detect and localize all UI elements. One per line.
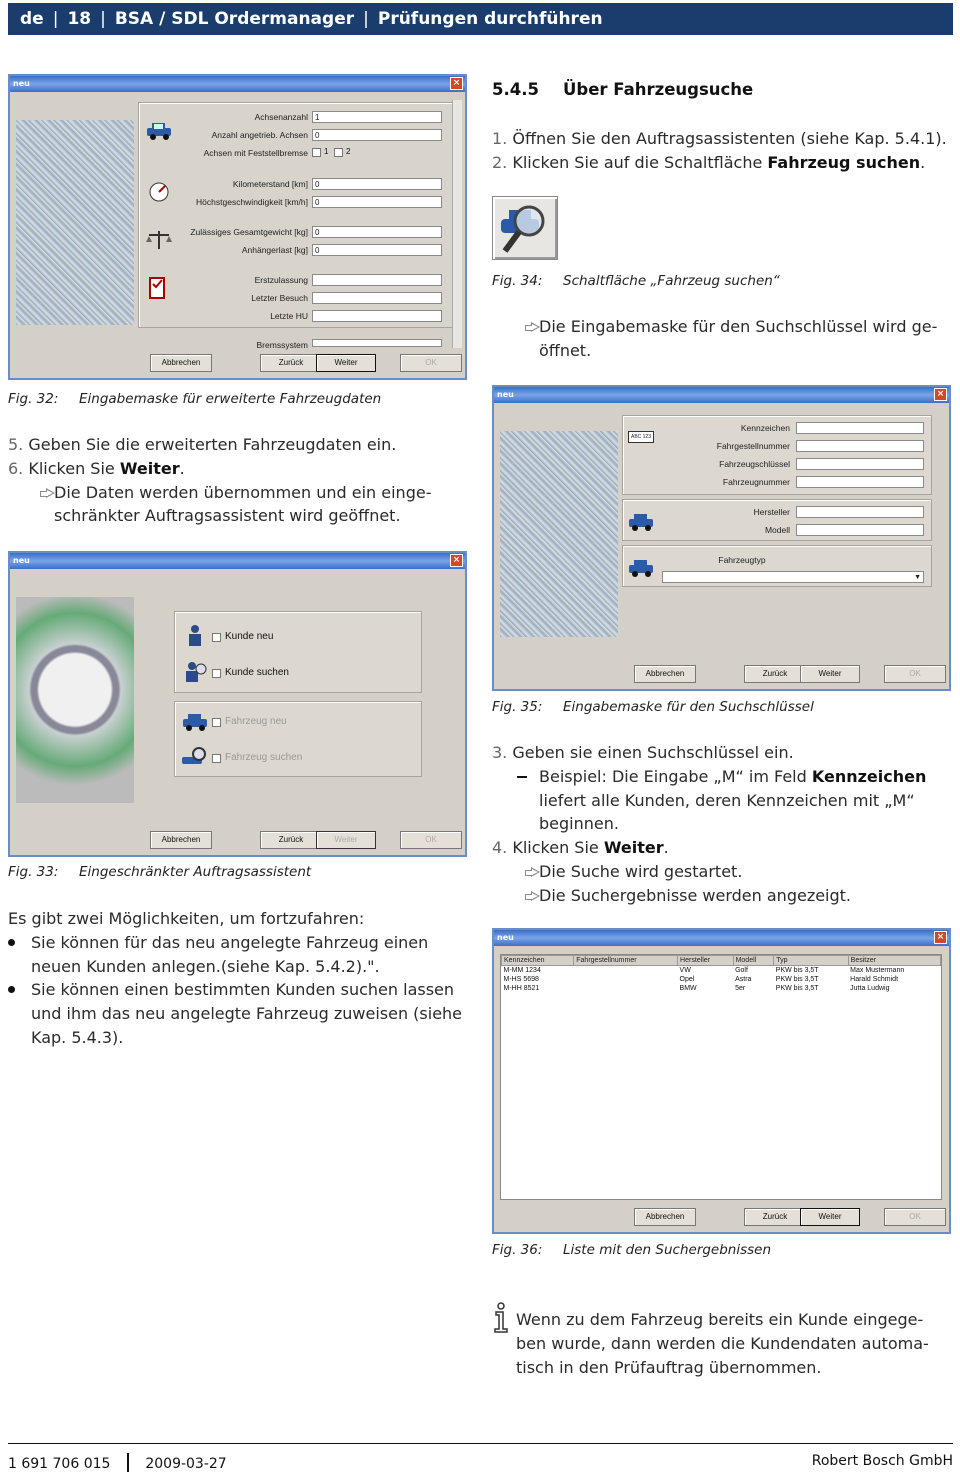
bullet-icon	[8, 986, 15, 993]
fahrzeug-neu-label: Fahrzeug neu	[225, 716, 287, 727]
table-row[interactable]	[502, 984, 941, 993]
step-4-result-2-text: Die Suchergebnisse werden angezeigt.	[539, 885, 852, 905]
continue-bullet-1	[8, 931, 478, 979]
fig33-caption-label: Fig. 33:	[8, 864, 59, 880]
fig32-caption	[8, 390, 381, 408]
step-6	[8, 457, 468, 481]
footer-divider	[127, 1453, 129, 1472]
fig35-label-typ: Fahrzeugtyp	[718, 555, 766, 565]
vehicle-search-button[interactable]	[492, 196, 558, 260]
close-icon[interactable]: ×	[934, 388, 947, 401]
kunde-suchen-label: Kunde suchen	[225, 667, 289, 678]
step-4-result-2	[492, 884, 957, 908]
fig35-back-button[interactable]: Zurück	[744, 665, 806, 683]
fig32-ok-button[interactable]: OK	[400, 354, 462, 372]
note-line2: ben wurde, dann werden die Kundendaten automa-	[516, 1333, 929, 1353]
result-arrow-icon	[46, 488, 55, 498]
letzte-hu-input[interactable]	[312, 310, 442, 322]
fig35-label-modell: Modell	[764, 525, 790, 535]
kunde-suchen-checkbox[interactable]	[212, 669, 221, 678]
section-title: Über Fahrzeugsuche	[562, 80, 754, 99]
fig35-ok-button[interactable]: OK	[884, 665, 946, 683]
header-page: 18	[67, 9, 92, 29]
fig35-title: neu	[497, 390, 514, 399]
fig32-label-erst: Erstzulassung	[254, 275, 308, 285]
result-arrow-icon	[531, 867, 540, 877]
step-4-pre: Klicken Sie	[512, 838, 604, 858]
step-2	[492, 151, 957, 175]
table-cell	[574, 984, 678, 993]
fig33-window	[8, 551, 467, 857]
fig32-label-achsenanzahl: Achsenanzahl	[254, 112, 308, 122]
fig34-caption-text: Schaltfläche „Fahrzeug suchen“	[563, 273, 780, 289]
feststell-1-label: 1	[324, 147, 329, 156]
fig32-title: neu	[13, 79, 30, 88]
fig36-next-button[interactable]: Weiter	[800, 1208, 860, 1226]
dash-icon	[517, 776, 527, 778]
fig32-label-angetrieben: Anzahl angetrieb. Achsen	[211, 130, 308, 140]
step-6-result-line1: Die Daten werden übernommen und ein einge-	[54, 482, 432, 502]
fig33-titlebar	[10, 553, 465, 569]
fahrzeug-suchen-label: Fahrzeug suchen	[225, 752, 303, 763]
step-6-pre: Klicken Sie	[28, 458, 120, 478]
clipboard-illustration	[16, 120, 134, 325]
step-2-pre: Klicken Sie auf die Schaltfläche	[512, 152, 768, 172]
fig35-caption-text: Eingabemaske für den Suchschlüssel	[563, 699, 814, 715]
table-cell	[574, 975, 678, 984]
table-cell: 5er	[735, 984, 746, 992]
fig35-titlebar	[494, 387, 949, 403]
bullet-2-line3: Kap. 5.4.3).	[31, 1027, 124, 1047]
step-4-post: .	[663, 838, 669, 858]
achsenanzahl-input[interactable]: 1	[312, 111, 442, 123]
car-icon	[626, 509, 656, 533]
fig32-label-vmax: Höchstgeschwindigkeit [km/h]	[196, 197, 308, 207]
fig35-label-fgnr: Fahrgestellnummer	[716, 441, 790, 451]
results-header-row	[502, 956, 941, 966]
step-6-bold: Weiter	[119, 458, 180, 478]
fig32-window	[8, 74, 467, 380]
fig33-back-button[interactable]: Zurück	[260, 831, 322, 849]
steps-5-6	[8, 433, 468, 528]
fig32-label-besuch: Letzter Besuch	[251, 293, 308, 303]
feststell-1-checkbox[interactable]	[312, 148, 321, 157]
fig33-caption	[8, 863, 311, 881]
fig32-label-brems: Bremssystem	[256, 340, 308, 350]
page-footer	[8, 1453, 953, 1472]
customer-panel	[174, 611, 422, 693]
fig34-caption	[492, 272, 780, 290]
step-4-bold: Weiter	[603, 838, 664, 858]
car-icon	[626, 555, 656, 579]
fig36-title: neu	[497, 933, 514, 942]
table-cell: M-HH 8521	[503, 984, 540, 992]
fig35-next-button[interactable]: Weiter	[800, 665, 860, 683]
page-header: de | 18 | BSA / SDL Ordermanager | Prüfungen durchführen	[8, 3, 953, 35]
step-6-number: 6.	[8, 458, 24, 478]
step-1-number: 1.	[492, 129, 508, 148]
results-body	[502, 966, 941, 993]
fig34-result	[492, 315, 957, 363]
fig36-window	[492, 928, 951, 1234]
table-cell: Jutta Ludwig	[850, 984, 890, 992]
continue-options	[8, 907, 478, 1050]
fig32-label-gesamt: Zulässiges Gesamtgewicht [kg]	[190, 227, 308, 237]
section-number: 5.4.5	[492, 80, 539, 99]
fig35-label-schluessel: Fahrzeugschlüssel	[719, 459, 790, 469]
fig33-next-button[interactable]: Weiter	[316, 831, 376, 849]
info-note	[516, 1308, 956, 1379]
erstzulassung-input[interactable]	[312, 274, 442, 286]
anhaenger-input[interactable]: 0	[312, 244, 442, 256]
notebook-illustration	[16, 597, 134, 803]
fahrzeugnummer-input[interactable]	[796, 476, 924, 488]
step-6-result	[8, 481, 468, 529]
column-header[interactable]: Kennzeichen	[502, 956, 574, 966]
fig34-caption-label: Fig. 34:	[492, 273, 543, 289]
table-cell: Max Mustermann	[850, 966, 905, 974]
step-4-result-1-text: Die Suche wird gestartet.	[539, 861, 743, 881]
table-cell: Opel	[679, 975, 695, 983]
table-cell: PKW bis 3,5T	[775, 984, 819, 992]
step-5	[8, 433, 468, 457]
fig35-caption	[492, 698, 814, 716]
column-header[interactable]: Besitzer	[848, 956, 940, 966]
column-header[interactable]: Hersteller	[678, 956, 734, 966]
note-line3: tisch in den Prüfauftrag übernommen.	[516, 1357, 822, 1377]
footer-company: Robert Bosch GmbH	[811, 1453, 953, 1469]
car-search-icon	[180, 745, 210, 769]
step-3-example	[492, 765, 957, 836]
vehicle-panel	[174, 701, 422, 777]
fig32-label-anhaenger: Anhängerlast [kg]	[241, 245, 308, 255]
car-icon	[180, 709, 210, 733]
feststell-2-label: 2	[346, 147, 351, 156]
fig34-result-line1: Die Eingabemaske für den Suchschlüssel wird ge-	[539, 317, 938, 336]
fahrzeugtyp-select[interactable]	[662, 571, 924, 583]
example-line2: liefert alle Kunden, deren Kennzeichen mit „M“	[539, 790, 915, 810]
step-4	[492, 836, 957, 860]
footer-date: 2009-03-27	[145, 1456, 227, 1472]
fahrzeug-neu-checkbox[interactable]	[212, 718, 221, 727]
close-icon[interactable]: ×	[934, 931, 947, 944]
table-cell: PKW bis 3,5T	[775, 966, 819, 974]
fig32-label-km: Kilometerstand [km]	[232, 179, 308, 189]
example-bold: Kennzeichen	[811, 766, 927, 786]
step-4-number: 4.	[492, 838, 508, 858]
step-2-number: 2.	[492, 152, 508, 172]
header-chapter: Prüfungen durchführen	[377, 9, 603, 29]
kennzeichen-input[interactable]	[796, 422, 924, 434]
fig32-label-hu: Letzte HU	[270, 311, 308, 321]
fig33-ok-button[interactable]: OK	[400, 831, 462, 849]
bullet-2-line1: Sie können einen bestimmten Kunden suchen lassen	[31, 980, 455, 1000]
table-cell: M-HS 5698	[503, 975, 539, 983]
fig36-caption-label: Fig. 36:	[492, 1242, 543, 1258]
close-icon[interactable]: ×	[450, 554, 463, 567]
note-line1: Wenn zu dem Fahrzeug bereits ein Kunde eingege-	[516, 1310, 924, 1329]
fig35-label-hersteller: Hersteller	[753, 507, 790, 517]
result-arrow-icon	[531, 322, 540, 332]
steps-3-4	[492, 741, 957, 908]
fig36-caption	[492, 1241, 771, 1259]
fig36-cancel-button[interactable]: Abbrechen	[634, 1208, 696, 1226]
step-1-text: Öffnen Sie den Auftragsassistenten (siehe Kap. 5.4.1).	[512, 129, 947, 148]
fig32-caption-label: Fig. 32:	[8, 391, 59, 407]
step-5-number: 5.	[8, 435, 24, 454]
km-input[interactable]: 0	[312, 178, 442, 190]
footer-rule	[8, 1443, 953, 1444]
fahrzeug-suchen-checkbox[interactable]	[212, 754, 221, 763]
example-pre: Beispiel: Die Eingabe „M“ im Feld	[539, 766, 812, 786]
fig36-titlebar	[494, 930, 949, 946]
table-cell: Astra	[735, 975, 752, 983]
fahrzeugschluessel-input[interactable]	[796, 458, 924, 470]
fig36-caption-text: Liste mit den Suchergebnissen	[563, 1242, 772, 1258]
fig35-cancel-button[interactable]: Abbrechen	[634, 665, 696, 683]
column-header[interactable]: Fahrgestellnummer	[574, 956, 678, 966]
steps-1-2	[492, 127, 957, 175]
table-cell: Golf	[735, 966, 748, 974]
feststell-2-checkbox[interactable]	[334, 148, 343, 157]
header-lang: de	[20, 9, 44, 29]
fig32-next-button[interactable]: Weiter	[316, 354, 376, 372]
fig32-titlebar	[10, 76, 465, 92]
step-3	[492, 741, 957, 765]
scrollbar[interactable]	[452, 100, 462, 348]
table-cell: Harald Schmidt	[850, 975, 899, 983]
step-3-number: 3.	[492, 743, 508, 762]
table-cell: VW	[679, 966, 691, 974]
step-6-post: .	[179, 458, 185, 478]
fig33-title: neu	[13, 556, 30, 565]
person-search-icon	[180, 659, 210, 683]
bremssystem-select[interactable]	[312, 339, 442, 347]
continue-intro: Es gibt zwei Möglichkeiten, um fortzufahren:	[8, 909, 365, 928]
hersteller-input[interactable]	[796, 506, 924, 518]
bullet-2-line2: und ihm das neu angelegte Fahrzeug zuweisen (siehe	[31, 1004, 463, 1024]
section-heading	[492, 80, 753, 99]
fig32-back-button[interactable]: Zurück	[260, 354, 322, 372]
clipboard-illustration	[500, 431, 618, 637]
step-2-bold: Fahrzeug suchen	[767, 152, 921, 172]
fig36-back-button[interactable]: Zurück	[744, 1208, 806, 1226]
result-arrow-icon	[531, 891, 540, 901]
kunde-neu-label: Kunde neu	[225, 631, 274, 642]
table-cell: BMW	[679, 984, 697, 992]
step-3-text: Geben sie einen Suchschlüssel ein.	[512, 743, 794, 762]
fig35-label-nummer: Fahrzeugnummer	[722, 477, 790, 487]
license-plate-icon: ABC 123	[628, 431, 654, 443]
person-icon	[180, 623, 210, 647]
vmax-input[interactable]: 0	[312, 196, 442, 208]
fig32-caption-text: Eingabemaske für erweiterte Fahrzeugdaten	[79, 391, 382, 407]
angetrieben-input[interactable]: 0	[312, 129, 442, 141]
fig36-ok-button[interactable]: OK	[884, 1208, 946, 1226]
fig33-cancel-button[interactable]: Abbrechen	[150, 831, 212, 849]
fig34-result-line2: öffnet.	[539, 340, 592, 360]
fig32-cancel-button[interactable]: Abbrechen	[150, 354, 212, 372]
bullet-1-line2: neuen Kunden anlegen.(siehe Kap. 5.4.2).".	[31, 956, 380, 976]
table-cell	[574, 966, 678, 975]
column-header[interactable]: Typ	[774, 956, 848, 966]
magnifier-car-icon	[493, 197, 557, 259]
step-1	[492, 127, 957, 151]
fig35-caption-label: Fig. 35:	[492, 699, 543, 715]
table-cell: PKW bis 3,5T	[775, 975, 819, 983]
kunde-neu-checkbox[interactable]	[212, 633, 221, 642]
step-6-result-line2: schränkter Auftragsassistent wird geöffnet.	[54, 506, 401, 526]
fig35-window	[492, 385, 951, 691]
chevron-down-icon[interactable]: ▼	[914, 574, 921, 581]
fig35-label-kennzeichen: Kennzeichen	[740, 423, 790, 433]
results-table	[500, 954, 942, 1200]
step-4-result-1	[492, 860, 957, 884]
table-row[interactable]	[502, 975, 941, 984]
header-product: BSA / SDL Ordermanager	[114, 9, 355, 29]
footer-docnum: 1 691 706 015	[8, 1456, 111, 1472]
fig32-label-feststell: Achsen mit Feststellbremse	[203, 148, 308, 158]
step-2-post: .	[920, 152, 926, 172]
column-header[interactable]: Modell	[733, 956, 774, 966]
example-line3: beginnen.	[539, 814, 619, 834]
fahrgestellnummer-input[interactable]	[796, 440, 924, 452]
gesamt-input[interactable]: 0	[312, 226, 442, 238]
table-cell: M-MM 1234	[503, 966, 541, 974]
close-icon[interactable]: ×	[450, 77, 463, 90]
letzter-besuch-input[interactable]	[312, 292, 442, 304]
table-row[interactable]	[502, 966, 941, 975]
step-5-text: Geben Sie die erweiterten Fahrzeugdaten ein.	[28, 435, 397, 454]
bullet-1-line1: Sie können für das neu angelegte Fahrzeug einen	[31, 932, 429, 952]
info-icon	[490, 1302, 512, 1334]
modell-input[interactable]	[796, 524, 924, 536]
fig33-caption-text: Eingeschränkter Auftragsassistent	[79, 864, 312, 880]
continue-bullet-2	[8, 978, 478, 1049]
bullet-icon	[8, 939, 15, 946]
